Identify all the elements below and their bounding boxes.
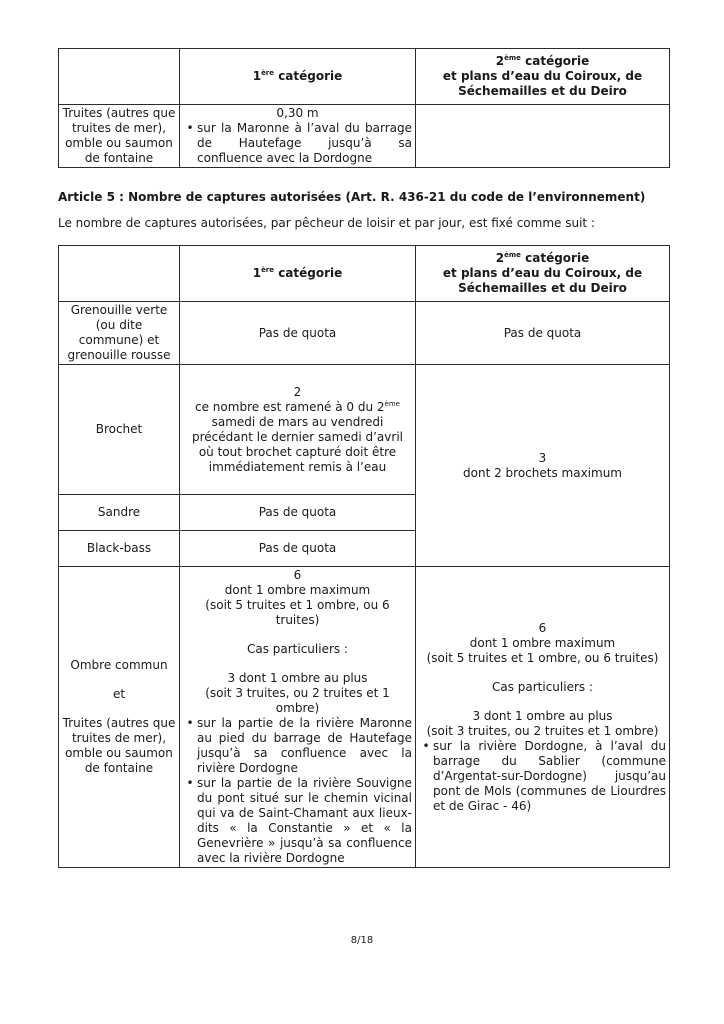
category-1-cell: 0,30 m • sur la Maronne à l’aval du barrage de Hautefage jusqu’à sa confluence avec la Dordogne: [180, 105, 416, 168]
category-1-cell: Pas de quota: [180, 531, 416, 567]
category-2-cell: 6 dont 1 ombre maximum (soit 5 truites et 1 ombre, ou 6 truites) Cas particuliers : 3 dont 1 ombre au plus (soit 3 truites, ou 2 truites et 1 ombre) • sur la rivière Dordogne, à l’aval du barrage du Sablier (commune d’Argentat-sur-Dordogne) jusqu’au pont de Mols (communes de Liourdres et de Girac - 46): [416, 567, 670, 868]
table-row: [59, 567, 670, 868]
category-1-cell: Pas de quota: [180, 495, 416, 531]
species-cell: Brochet: [59, 365, 180, 495]
header-empty-cell: [59, 246, 180, 302]
category-1-cell: 6 dont 1 ombre maximum (soit 5 truites et 1 ombre, ou 6 truites) Cas particuliers : 3 dont 1 ombre au plus (soit 3 truites, ou 2 truites et 1 ombre) • sur la partie de la rivière Maronne au pied du barrage de Hautefage jusqu’à sa confluence avec la rivière Dordogne • sur la partie de la rivière Souvigne du pont situé sur le chemin vicinal qui va de Saint-Chamant aux lieux-dits « la Constantie » et « la Genevrière » jusqu’à sa confluence avec la rivière Dordogne: [180, 567, 416, 868]
species-cell: Sandre: [59, 495, 180, 531]
table-row: [59, 302, 670, 365]
header-category-2: 2ème catégorie et plans d’eau du Coiroux, de Séchemailles et du Deiro: [416, 49, 670, 105]
category-2-carnassiers-cell: 3 dont 2 brochets maximum: [416, 365, 670, 567]
table-row: [59, 105, 670, 168]
species-cell: Black-bass: [59, 531, 180, 567]
category-2-cell: Pas de quota: [416, 302, 670, 365]
header-empty-cell: [59, 49, 180, 105]
catch-limit-table: [58, 245, 670, 868]
article-title: Article 5 : Nombre de captures autorisées (Art. R. 436-21 du code de l’environnement): [58, 190, 646, 204]
species-cell: Ombre commun et Truites (autres que truites de mer), omble ou saumon de fontaine: [59, 567, 180, 868]
table-row: [59, 365, 670, 495]
category-1-cell: Pas de quota: [180, 302, 416, 365]
header-category-1: 1ère catégorie: [180, 246, 416, 302]
table-header-row: [59, 246, 670, 302]
species-cell: Truites (autres que truites de mer), omble ou saumon de fontaine: [59, 105, 180, 168]
article-intro: Le nombre de captures autorisées, par pêcheur de loisir et par jour, est fixé comme suit :: [58, 216, 595, 230]
header-category-2: 2ème catégorie et plans d’eau du Coiroux, de Séchemailles et du Deiro: [416, 246, 670, 302]
category-2-cell: [416, 105, 670, 168]
page-number: 8/18: [350, 935, 374, 946]
category-1-cell: 2 ce nombre est ramené à 0 du 2ème samedi de mars au vendredi précédant le dernier samedi d’avril où tout brochet capturé doit être immédiatement remis à l’eau: [180, 365, 416, 495]
species-cell: Grenouille verte (ou dite commune) et grenouille rousse: [59, 302, 180, 365]
header-category-1: 1ère catégorie: [180, 49, 416, 105]
size-limit-table: [58, 48, 670, 168]
table-header-row: [59, 49, 670, 105]
